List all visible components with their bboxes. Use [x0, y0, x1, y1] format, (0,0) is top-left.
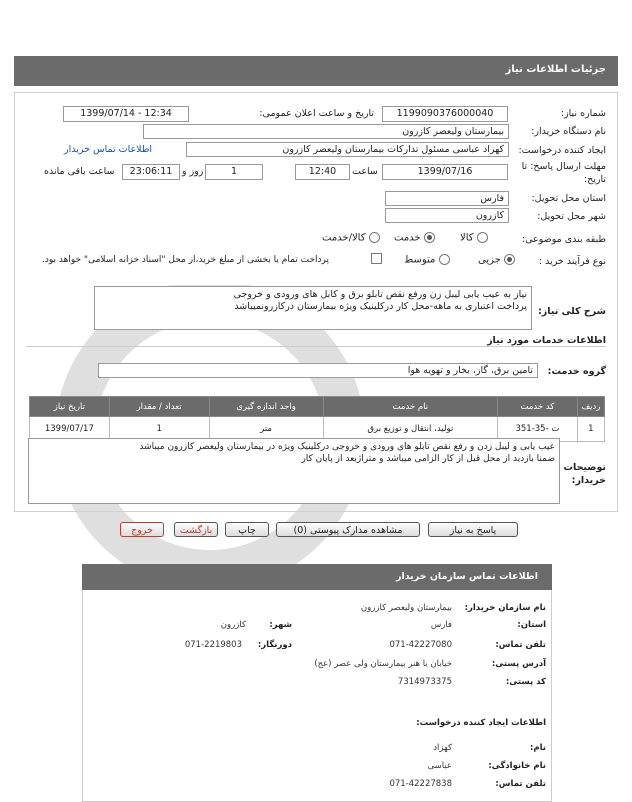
announce-field: 1399/07/14 - 12:34	[63, 106, 189, 122]
radio-icon	[424, 232, 435, 243]
radio-icon	[477, 232, 488, 243]
time-label: ساعت	[352, 166, 378, 177]
contact-postal-label: کد پستی:	[505, 677, 546, 687]
creator-field: کهزاد عباسی مسئول تدارکات بیمارستان ولیعصر کازرون	[186, 142, 509, 157]
contact-fax-label: دورنگار:	[257, 640, 292, 650]
treasury-checkbox[interactable]	[371, 253, 382, 265]
contact-card	[82, 564, 552, 802]
summary-label: شرح کلی نیاز:	[537, 306, 606, 317]
process-option-minor[interactable]: جزیی	[478, 254, 515, 266]
process-option-medium[interactable]: متوسط	[404, 254, 450, 266]
col-unit: واحد اندازه گیری	[209, 397, 323, 417]
service-group-label: گروه خدمت:	[547, 366, 606, 377]
category-option-goods[interactable]: کالا	[460, 232, 488, 244]
creator-family-label: نام خانوادگی:	[488, 761, 546, 771]
contact-postal-value: 7314973375	[397, 677, 452, 687]
table-header-row	[30, 397, 605, 417]
buyer-field: بیمارستان ولیعصر کازرون	[143, 124, 509, 139]
contact-address-value: خیابان با هنر بیمارستان ولی عصر (عج)	[314, 659, 452, 669]
services-section-title: اطلاعات خدمات مورد نیاز	[487, 335, 606, 346]
buyer-notes-label: توضیحات	[563, 462, 606, 473]
deadline-label: مهلت ارسال پاسخ: تا	[521, 161, 606, 172]
deadline-date-field: 1399/07/16	[382, 164, 508, 180]
days-label: روز و	[182, 166, 204, 177]
creator-name-value: کهزاد	[433, 743, 452, 753]
contact-phone-value: 071-42227080	[389, 640, 452, 650]
province-label: استان محل تحویل:	[531, 193, 606, 204]
contact-info-link[interactable]: اطلاعات تماس خریدار	[64, 144, 153, 155]
contact-org-value: بیمارستان ولیعصر کازرون	[360, 603, 452, 613]
col-quantity: تعداد / مقدار	[109, 397, 209, 417]
back-button[interactable]: بازگشت	[174, 522, 218, 537]
city-label: شهر محل تحویل:	[537, 211, 606, 222]
deadline-time-field: 12:40	[295, 164, 350, 180]
reply-button[interactable]: پاسخ به نیاز	[428, 522, 518, 537]
contact-city-label: شهر:	[269, 620, 292, 630]
remaining-label: ساعت باقی مانده	[44, 166, 115, 177]
city-field: کازرون	[385, 208, 509, 223]
col-need-date: تاریخ نیاز	[30, 397, 110, 417]
days-field: 1	[205, 164, 263, 180]
treasury-text: پرداخت تمام یا بخشی از مبلغ خرید،از محل "اسناد خزانه اسلامی" خواهد بود.	[42, 255, 330, 265]
exit-button[interactable]: خروج	[120, 522, 164, 537]
buyer-notes-textarea: عیب یابی و لیبل زدن و رفع نقص تابلو های ورودی و خروجی درکلینیک ویژه در بیمارستان ولیعصر کازرون میباشد ضمنا بازدید از محل قبل از کار الزامی میباشد و متراژبعد از پایان کار	[28, 438, 560, 504]
announce-label: تاریخ و ساعت اعلان عمومی:	[259, 108, 374, 119]
category-label: طبقه بندی موضوعی:	[521, 234, 606, 245]
contact-header-title: اطلاعات تماس سازمان خریدار	[395, 571, 538, 582]
radio-icon	[439, 254, 450, 265]
contact-city-value: کازرون	[220, 620, 246, 630]
services-table	[29, 396, 605, 442]
contact-org-label: نام سازمان خریدار:	[464, 603, 546, 613]
col-service-code: کد خدمت	[498, 397, 578, 417]
category-option-both[interactable]: کالا/خدمت	[322, 232, 380, 244]
need-number-label: شماره نیاز:	[560, 108, 606, 119]
need-number-field: 1199090376000040	[382, 106, 508, 122]
creator-phone-label: تلفن تماس:	[495, 779, 546, 789]
buyer-label: نام دستگاه خریدار:	[531, 126, 606, 137]
contact-province-label: استان:	[517, 620, 546, 630]
creator-name-label: نام:	[529, 743, 546, 753]
category-option-service[interactable]: خدمت	[394, 232, 435, 244]
col-row: ردیف	[577, 397, 604, 417]
contact-address-label: آدرس پستی:	[491, 659, 546, 669]
creator-info-title: اطلاعات ایجاد کننده درخواست:	[416, 718, 546, 728]
creator-phone-value: 071-42227838	[389, 779, 452, 789]
contact-header	[82, 564, 552, 590]
radio-icon	[504, 254, 515, 265]
contact-province-value: فارس	[430, 620, 452, 630]
summary-textarea: نیاز به عیب یابی لیبل زن ورفع نقص تابلو برق و کابل های ورودی و خروجی پرداخت اعتباری به ماهه-محل کار درکلینیک ویژه بیمارستان درکازرونمیباشد	[94, 286, 532, 330]
page-title: جزئیات اطلاعات نیاز	[505, 64, 606, 75]
page-header	[14, 56, 618, 86]
contact-phone-label: تلفن تماس:	[495, 640, 546, 650]
contact-fax-value: 071-2219803	[184, 640, 242, 650]
creator-family-value: عباسی	[427, 761, 452, 771]
table-row: 1 ت -35-351 تولید، انتقال و توزیع برق متر 1 1399/07/17	[30, 417, 605, 442]
remaining-field: 23:06:11	[122, 164, 180, 180]
col-service-name: نام خدمت	[323, 397, 498, 417]
print-button[interactable]: چاپ	[225, 522, 269, 537]
creator-label: ایجاد کننده درخواست:	[518, 145, 606, 156]
radio-icon	[369, 232, 380, 243]
service-group-field: تامین برق، گاز، بخار و تهویه هوا	[98, 363, 538, 378]
province-field: فارس	[385, 191, 509, 206]
process-label: نوع فرآیند خرید :	[538, 256, 606, 267]
attachments-button[interactable]: مشاهده مدارک پیوستی (0)	[276, 522, 420, 537]
buyer-notes-label-2: خریدار:	[571, 475, 606, 486]
deadline-label-2: تاریخ:	[583, 174, 606, 185]
